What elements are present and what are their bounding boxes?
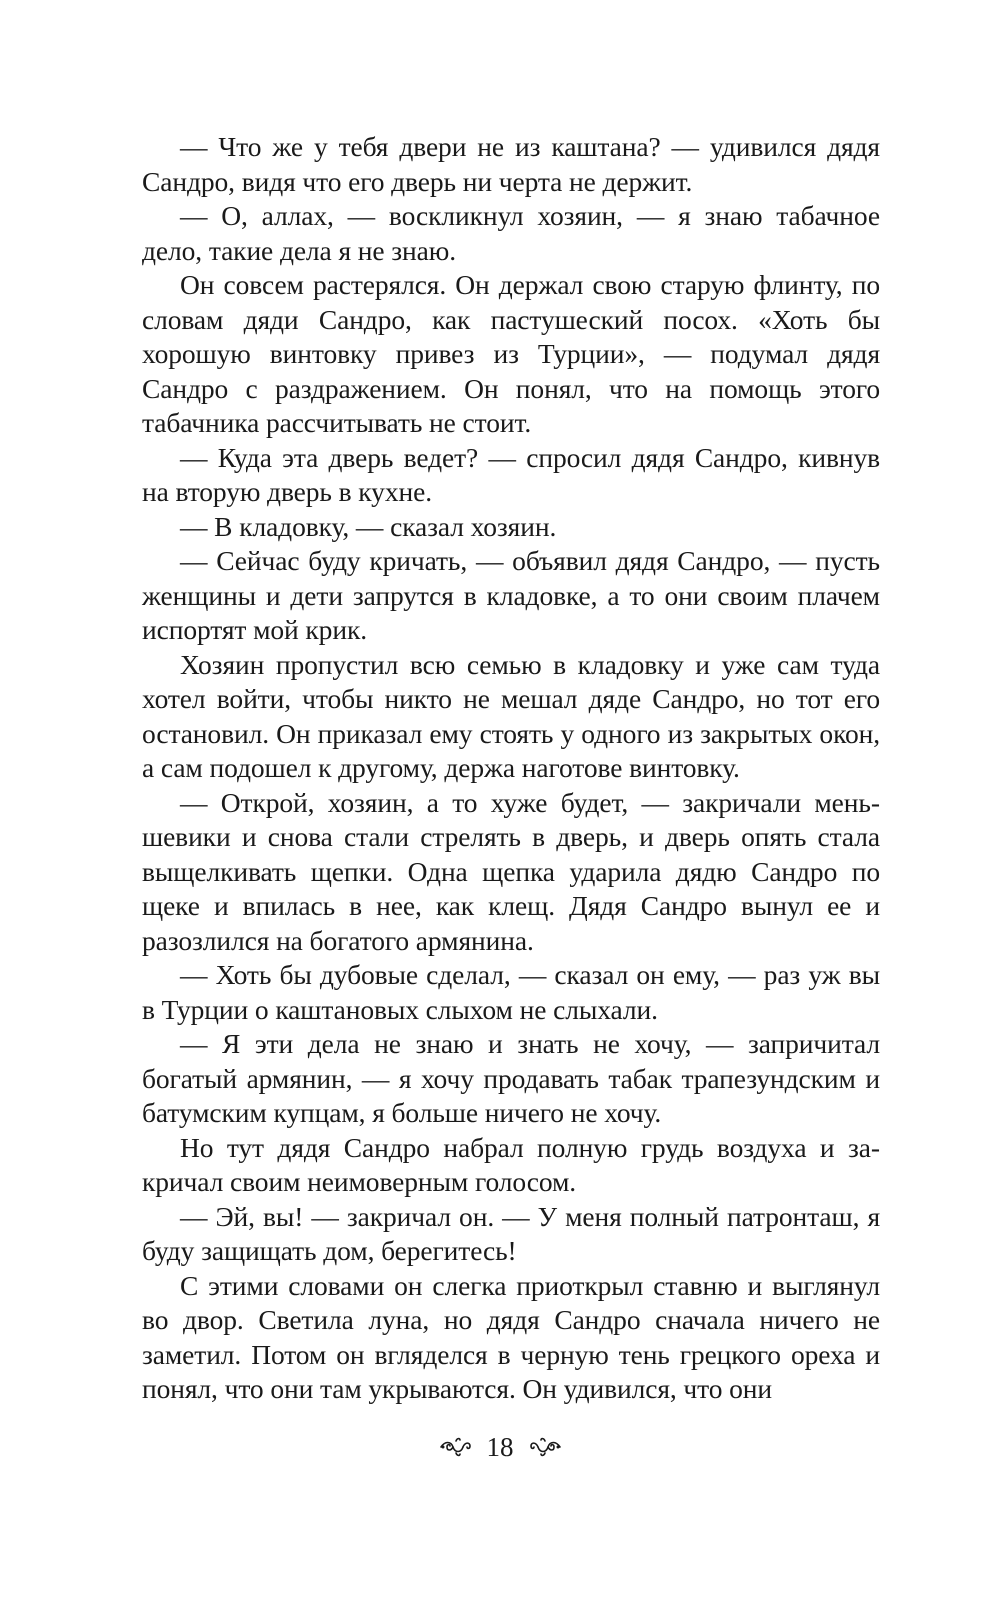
page-body xyxy=(142,130,880,1407)
flourish-ornament-icon xyxy=(439,1435,473,1459)
paragraph: — Открой, хозяин, а то хуже будет, — закричали меньшевики и снова стали стрелять в дверь, и дверь опять стала выщелкивать щепки. Одна щепка ударила дядю Сандро по щеке и впилась в нее, как клещ. Дядя Сандро вынул ее и разозлился на богатого армянина. xyxy=(142,786,880,956)
paragraph: — Эй, вы! — закричал он. — У меня полный патронташ, я буду защищать дом, берегитесь! xyxy=(142,1200,880,1266)
paragraph: — О, аллах, — воскликнул хозяин, — я знаю табачное дело, такие дела я не знаю. xyxy=(142,200,880,266)
page-footer xyxy=(0,1427,1000,1467)
paragraph: — Что же у тебя двери не из каштана? — удивился дядя Сандро, видя что его дверь ни черта не держит. xyxy=(142,131,880,197)
paragraph: — Хоть бы дубовые сделал, — сказал он ему, — раз уж вы в Турции о каштановых слыхом не слыхали. xyxy=(142,959,880,1025)
page-number: 18 xyxy=(486,1432,514,1462)
paragraph: С этими словами он слегка приоткрыл ставню и выглянул во двор. Светила луна, но дядя Сандро сначала ничего не заметил. Потом он вгляделся в черную тень грецкого ореха и понял, что они там укрываются. Он удивился, что они xyxy=(142,1269,880,1404)
paragraph: — Куда эта дверь ведет? — спросил дядя Сандро, кивнув на вторую дверь в кухне. xyxy=(142,441,880,507)
paragraph: Хозяин пропустил всю семью в кладовку и уже сам туда хотел войти, чтобы никто не мешал дяде Сандро, но тот его остановил. Он приказал ему стоять у одного из закрытых окон, а сам подошел к другому, держа наготове винтовку. xyxy=(142,648,880,783)
paragraph: — В кладовку, — сказал хозяин. xyxy=(180,510,557,542)
paragraph: Но тут дядя Сандро набрал полную грудь воздуха и закричал своим неимоверным голосом. xyxy=(142,1131,880,1197)
flourish-ornament-icon xyxy=(528,1435,562,1459)
paragraph: — Сейчас буду кричать, — объявил дядя Сандро, — пусть женщины и дети запрутся в кладовке, а то они своим плачем испортят мой крик. xyxy=(142,545,880,645)
paragraph: — Я эти дела не знаю и знать не хочу, — запричитал богатый армянин, — я хочу продавать табак трапезундским и батумским купцам, я больше ничего не хочу. xyxy=(142,1028,880,1128)
paragraph: Он совсем растерялся. Он держал свою старую флинту, по словам дяди Сандро, как пастушеский посох. «Хоть бы хорошую винтовку привез из Турции», — подумал дядя Сандро с раздражением. Он понял, что на помощь этого табачника рассчитывать не стоит. xyxy=(142,269,880,438)
